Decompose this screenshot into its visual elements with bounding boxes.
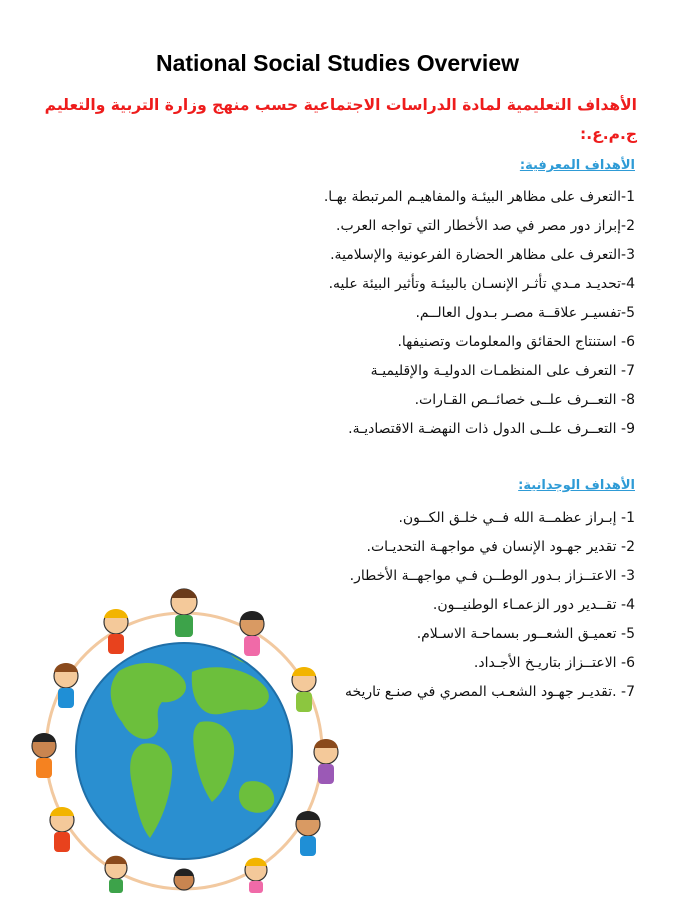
child-figure [296, 811, 320, 856]
list-item: 5- تعميـق الشعــور بسماحـة الاسـلام. [416, 626, 635, 642]
child-figure [314, 739, 338, 784]
list-item: 1- إبـراز عظمــة الله فــي خلـق الكــون. [398, 510, 635, 526]
cognitive-objectives-heading: الأهداف المعرفية: [519, 158, 635, 173]
child-figure [292, 667, 316, 712]
list-item: 5-تفسيـر علاقــة مصـر بـدول العالــم. [415, 305, 635, 321]
affective-objectives-list [345, 504, 635, 707]
globe-children-illustration [24, 576, 354, 896]
list-item: 6- الاعتــزاز بتاريـخ الأجـداد. [473, 655, 635, 671]
child-figure [104, 609, 128, 654]
child-figure [240, 611, 264, 656]
list-item: 9- التعــرف علــى الدول ذات النهضـة الاقتصاديـة. [348, 421, 635, 437]
list-item: 2-إبراز دور مصر في صد الأخطار التي تواجه العرب. [336, 218, 635, 234]
list-item: 4-تحديـد مـدي تأثـر الإنسـان بالبيئـة وتأثير البيئة عليه. [328, 276, 635, 292]
main-heading-line1: الأهداف التعليمية لمادة الدراسات الاجتماعية حسب منهج وزارة التربية والتعليم [44, 96, 637, 114]
list-item: 7- .تقديـر جهـود الشعـب المصري في صنـع تاريخه [344, 684, 635, 700]
list-item: 4- تقــدير دور الزعمـاء الوطنيــون. [432, 597, 635, 613]
child-figure [54, 663, 78, 708]
list-item: 8- التعــرف علــى خصائــص القـارات. [414, 392, 635, 408]
affective-objectives-heading: الأهداف الوجدانية: [518, 478, 635, 493]
list-item: 1-التعرف على مظاهر البيئـة والمفاهيـم المرتبطة بهـا. [323, 189, 635, 205]
child-figure [174, 869, 194, 891]
list-item: 7- التعرف على المنظمـات الدوليـة والإقليميـة [370, 363, 635, 379]
page-title: National Social Studies Overview [155, 50, 519, 76]
child-figure [32, 733, 56, 778]
list-item: 3-التعرف على مظاهر الحضارة الفرعونية والإسلامية. [330, 247, 635, 263]
globe-ocean [76, 643, 292, 859]
list-item: 6- استنتاج الحقائق والمعلومات وتصنيفها. [397, 334, 635, 350]
list-item: 3- الاعتــزاز بـدور الوطــن فـي مواجهــة الأخطار. [349, 568, 635, 584]
list-item: 2- تقدير جهـود الإنسان في مواجهـة التحديـات. [366, 539, 635, 555]
child-figure [105, 856, 127, 893]
child-figure [245, 858, 267, 893]
cognitive-objectives-list [324, 183, 635, 444]
main-heading-line2: ج.م.ع.: [580, 125, 637, 143]
